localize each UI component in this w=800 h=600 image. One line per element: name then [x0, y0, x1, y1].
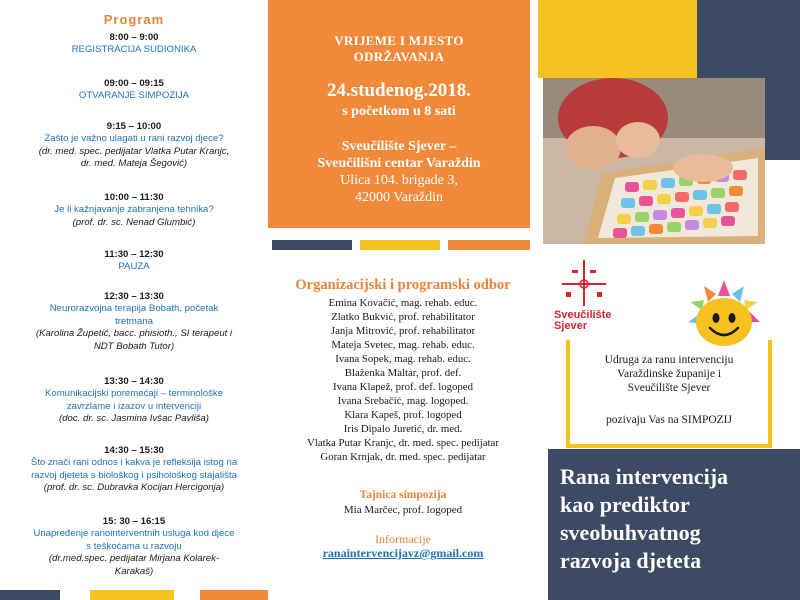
program-panel	[0, 0, 268, 600]
program-slot	[0, 445, 268, 495]
program-slot	[0, 121, 268, 171]
program-title: Program	[103, 12, 165, 27]
program-slot	[0, 249, 268, 274]
slot-time: 8:00 – 9:00	[109, 32, 159, 43]
program-slot	[0, 32, 268, 57]
slot-description: Unapređenje ranointerventnih usluga kod djece	[33, 528, 235, 540]
slot-speaker: Karakaš)	[114, 565, 154, 577]
navy-bar	[0, 590, 60, 600]
slot-description: razvoj djeteta s biološkog i psihološkog stajališta	[31, 469, 237, 481]
program-slot	[0, 192, 268, 229]
venue-address	[268, 172, 530, 206]
slot-speaker: (dr. med. spec. pedijatar Vlatka Putar Kranjc,	[38, 145, 230, 157]
info-panel	[268, 0, 538, 600]
committee-member: Ivana Sopek, mag. rehab. educ.	[335, 353, 471, 365]
program-slot	[0, 516, 268, 578]
secretary-name: Mia Marčec, prof. logoped	[343, 504, 463, 516]
slot-time: 11:30 – 12:30	[104, 249, 164, 260]
committee-member: Goran Krnjak, dr. med. spec. pedijatar	[320, 451, 486, 463]
decorative-bar-group	[0, 590, 268, 600]
slot-time: 14:30 – 15:30	[104, 445, 164, 456]
title-line: sveobuhvatnog	[560, 520, 701, 545]
committee-list	[268, 296, 538, 464]
slot-description: PAUZA	[118, 261, 150, 273]
event-date: 24.studenog.2018.	[326, 80, 472, 101]
committee-member: Zlatko Bukvić, prof. rehabilitator	[331, 311, 475, 323]
slot-speaker: dr. med. Mateja Šegović)	[80, 158, 188, 170]
title-line: kao prediktor	[560, 492, 690, 517]
committee-member: Iris Dipalo Juretić, dr. med.	[343, 423, 463, 435]
slot-description: Što znači rani odnos i kakva je refleksija istog na	[30, 457, 238, 469]
venue-heading-line: ODRŽAVANJA	[353, 49, 445, 64]
committee-member: Mateja Svetec, mag. rehab. educ.	[331, 339, 475, 351]
slot-description: OTVARANJE SIMPOZIJA	[78, 90, 190, 102]
venue-address-line: 42000 Varaždin	[355, 190, 443, 205]
invite-line: Varaždinske županije i	[616, 368, 722, 380]
slot-description: tretmana	[115, 315, 153, 327]
committee-member: Ivana Klapež, prof. def. logoped	[332, 381, 473, 393]
university-logo	[554, 258, 618, 334]
slot-speaker: NDT Bobath Tutor)	[93, 340, 175, 352]
slot-description: Je li kažnjavanje zabranjena tehnika?	[54, 204, 214, 216]
university-logo-text	[554, 310, 624, 332]
invite-cta: pozivaju Vas na SIMPOZIJ	[606, 414, 732, 426]
slot-time: 09:00 – 09:15	[104, 78, 164, 89]
logo-text-line: Sjever	[554, 320, 588, 332]
committee-member: Janja Mitrović, prof. rehabilitator	[330, 325, 476, 337]
orange-bar	[448, 240, 530, 250]
yellow-bar	[360, 240, 440, 250]
venue-place-line: Sveučilišni centar Varaždin	[317, 156, 481, 171]
program-slot	[0, 376, 268, 426]
slot-time: 9:15 – 10:00	[106, 121, 162, 132]
slot-speaker: (doc. dr. sc. Jasmina Ivšac Pavliša)	[59, 413, 209, 425]
committee-member: Emina Kovačić, mag. rehab. educ.	[328, 297, 478, 309]
committee-member: Blaženka Maltar, prof. def.	[344, 367, 462, 379]
title-line: razvoja djeteta	[560, 548, 702, 573]
orange-bar	[200, 590, 268, 600]
slot-speaker: (Karolina Župetić, bacc. phisioth., SI terapeut i	[35, 328, 233, 340]
chalk-photo-image	[543, 78, 765, 244]
secretary-label: Tajnica simpozija	[359, 489, 447, 501]
invite-text	[538, 353, 800, 395]
title-box	[548, 449, 800, 600]
slot-description: Zašto je važno ulagati u rani razvoj djece?	[44, 133, 224, 145]
title-line: Rana intervencija	[560, 464, 729, 489]
cover-panel	[538, 0, 800, 600]
event-start-time: s početkom u 8 sati	[342, 104, 456, 119]
venue-address-line: Ulica 104. brigade 3,	[340, 173, 458, 188]
yellow-bar	[90, 590, 174, 600]
slot-description: Komunikacijski poremećaji – terminološke	[44, 388, 224, 400]
committee-member: Klara Kapeš, prof. logoped	[344, 409, 462, 421]
program-slot	[0, 291, 268, 353]
committee-title: Organizacijski i programski odbor	[295, 277, 511, 293]
slot-speaker: (prof. dr. sc. Dubravka Kocijan Hercigonja)	[43, 482, 225, 494]
slot-time: 12:30 – 13:30	[104, 291, 164, 302]
slot-speaker: (prof. dr. sc. Nenad Glumbić)	[72, 216, 196, 228]
slot-description: s teškoćama u razvoju	[86, 540, 182, 552]
slot-speaker: (dr.med.spec. pedijatar Mirjana Kolarek-	[48, 553, 220, 565]
slot-description: Neurorazvojna terapija Bobath, početak	[49, 303, 219, 315]
venue-place	[268, 138, 530, 172]
committee-member: Ivana Srebačić, mag. logoped.	[337, 395, 469, 407]
chalk-photo	[543, 78, 765, 244]
program-slot	[0, 78, 268, 103]
venue-heading-line: VRIJEME I MJESTO	[334, 33, 464, 48]
university-emblem-icon	[554, 258, 614, 308]
slot-time: 15: 30 – 16:15	[102, 516, 166, 527]
info-label: Informacije	[375, 532, 431, 546]
slot-time: 10:00 – 11:30	[104, 192, 164, 203]
contact-email-link[interactable]: ranaintervencijavz@gmail.com	[322, 546, 484, 560]
venue-heading	[268, 33, 530, 65]
invite-line: Sveučilište Sjever	[627, 382, 711, 394]
slot-description: REGISTRACIJA SUDIONIKA	[71, 44, 197, 56]
invite-line: Udruga za ranu intervenciju	[604, 354, 734, 366]
yellow-block	[538, 0, 698, 78]
slot-time: 13:30 – 14:30	[104, 376, 164, 387]
navy-bar	[272, 240, 352, 250]
committee-member: Vlatka Putar Kranjc, dr. med. spec. pedijatar	[307, 437, 499, 449]
logo-text-line: Sveučilište	[554, 309, 612, 321]
venue-place-line: Sveučilište Sjever –	[341, 139, 457, 154]
slot-description: zavrzlame i izazov u intervenciji	[66, 400, 202, 412]
venue-box	[268, 0, 530, 228]
symposium-title	[560, 463, 796, 575]
